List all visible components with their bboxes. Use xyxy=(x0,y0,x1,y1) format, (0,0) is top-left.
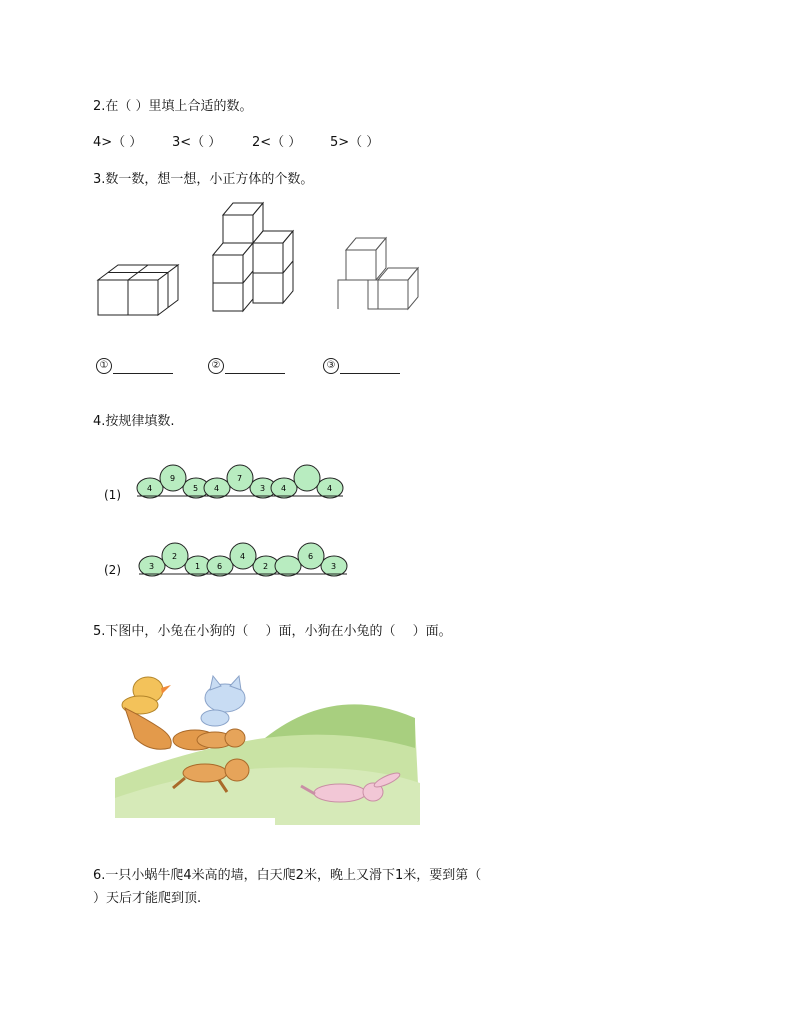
answer-mark-1: ① xyxy=(96,358,112,374)
q4-row1-label: (1) xyxy=(104,488,121,502)
q3-answer-3 xyxy=(323,357,400,374)
q6-line-2: ）天后才能爬到顶. xyxy=(93,891,202,906)
svg-text:3: 3 xyxy=(149,562,155,571)
flower-r2-3 xyxy=(275,543,347,576)
svg-text:4: 4 xyxy=(240,552,246,561)
answer-mark-3: ③ xyxy=(323,358,339,374)
svg-text:4: 4 xyxy=(214,484,220,493)
svg-text:6: 6 xyxy=(217,562,223,571)
flower-r1-1 xyxy=(137,465,209,498)
flower-pattern xyxy=(130,460,360,585)
q2-item-1: 4>（ ） xyxy=(93,135,143,150)
cube-figure-3 xyxy=(338,238,418,309)
q4-row2-label: (2) xyxy=(104,563,121,577)
q3-answer-2 xyxy=(208,357,285,374)
flower-r1-3 xyxy=(271,465,343,498)
flower-r1-2 xyxy=(204,465,276,498)
q2-item-2: 3<（ ） xyxy=(172,135,222,150)
q2-item-3: 2<（ ） xyxy=(252,135,302,150)
answer-blank-2[interactable] xyxy=(225,361,285,374)
q3-title: 3.数一数，想一想，小正方体的个数。 xyxy=(93,172,314,187)
answer-mark-2: ② xyxy=(208,358,224,374)
q6-line-1: 6.一只小蜗牛爬4米高的墙，白天爬2米，晚上又滑下1米，要到第（ xyxy=(93,868,482,883)
svg-text:2: 2 xyxy=(172,552,178,561)
q2-item-4: 5>（ ） xyxy=(330,135,380,150)
svg-text:4: 4 xyxy=(281,484,287,493)
svg-text:4: 4 xyxy=(327,484,333,493)
svg-text:3: 3 xyxy=(260,484,266,493)
svg-text:6: 6 xyxy=(308,552,314,561)
answer-blank-3[interactable] xyxy=(340,361,400,374)
cube-figure-1 xyxy=(98,265,178,315)
svg-text:4: 4 xyxy=(147,484,153,493)
flower-r2-1 xyxy=(139,543,211,576)
q4-title: 4.按规律填数. xyxy=(93,414,175,429)
animals-picture xyxy=(115,668,420,825)
svg-text:7: 7 xyxy=(237,474,243,483)
svg-text:2: 2 xyxy=(263,562,269,571)
svg-text:5: 5 xyxy=(193,484,199,493)
svg-text:9: 9 xyxy=(170,474,176,483)
q2-title: 2.在（ ）里填上合适的数。 xyxy=(93,99,253,114)
cube-figure-2 xyxy=(213,203,293,311)
svg-text:1: 1 xyxy=(195,562,201,571)
answer-blank-1[interactable] xyxy=(113,361,173,374)
q3-answer-1 xyxy=(96,357,173,374)
svg-text:3: 3 xyxy=(331,562,337,571)
cube-figures xyxy=(90,195,430,325)
q5-title: 5.下图中，小兔在小狗的（ ）面，小狗在小兔的（ ）面。 xyxy=(93,624,452,639)
flower-r2-2 xyxy=(207,543,279,576)
